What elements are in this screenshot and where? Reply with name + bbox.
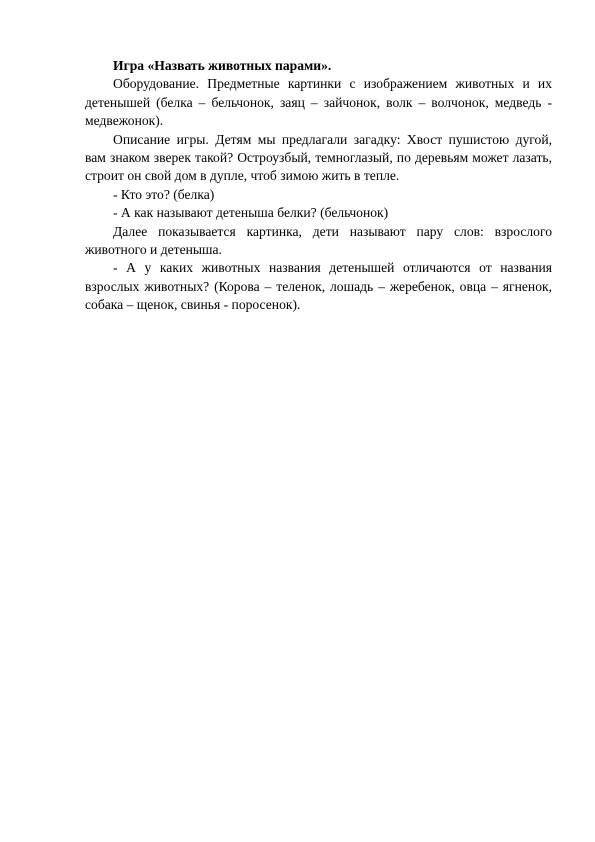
document-title: Игра «Назвать животных парами». <box>113 58 332 73</box>
paragraph-different-names: - А у каких животных названия детенышей отличаются от названия взрослых животных? (Корова – теленок, лошадь – жеребенок, овца – ягненок, собака – щенок, свинья - поросенок). <box>85 260 552 313</box>
paragraph-picture-shown: Далее показывается картинка, дети называют пару слов: взрослого животного и детеныша. <box>85 223 552 258</box>
paragraph-game-description: Описание игры. Детям мы предлагали загадку: Хвост пушистою дугой, вам знаком зверек такой? Остроузбый, темноглазый, по деревьям может лазать, строит он свой дом в дупле, чтоб зимою жить в тепле. <box>85 131 552 184</box>
document-page <box>85 57 552 315</box>
paragraph-question-baby-name: - А как называют детеныша белки? (бельчонок) <box>113 205 389 221</box>
paragraph-equipment: Оборудование. Предметные картинки с изображением животных и их детенышей (белка – бельчонок, заяц – зайчонок, волк – волчонок, медведь - медвежонок). <box>85 76 552 129</box>
paragraph-question-who: - Кто это? (белка) <box>113 186 215 202</box>
